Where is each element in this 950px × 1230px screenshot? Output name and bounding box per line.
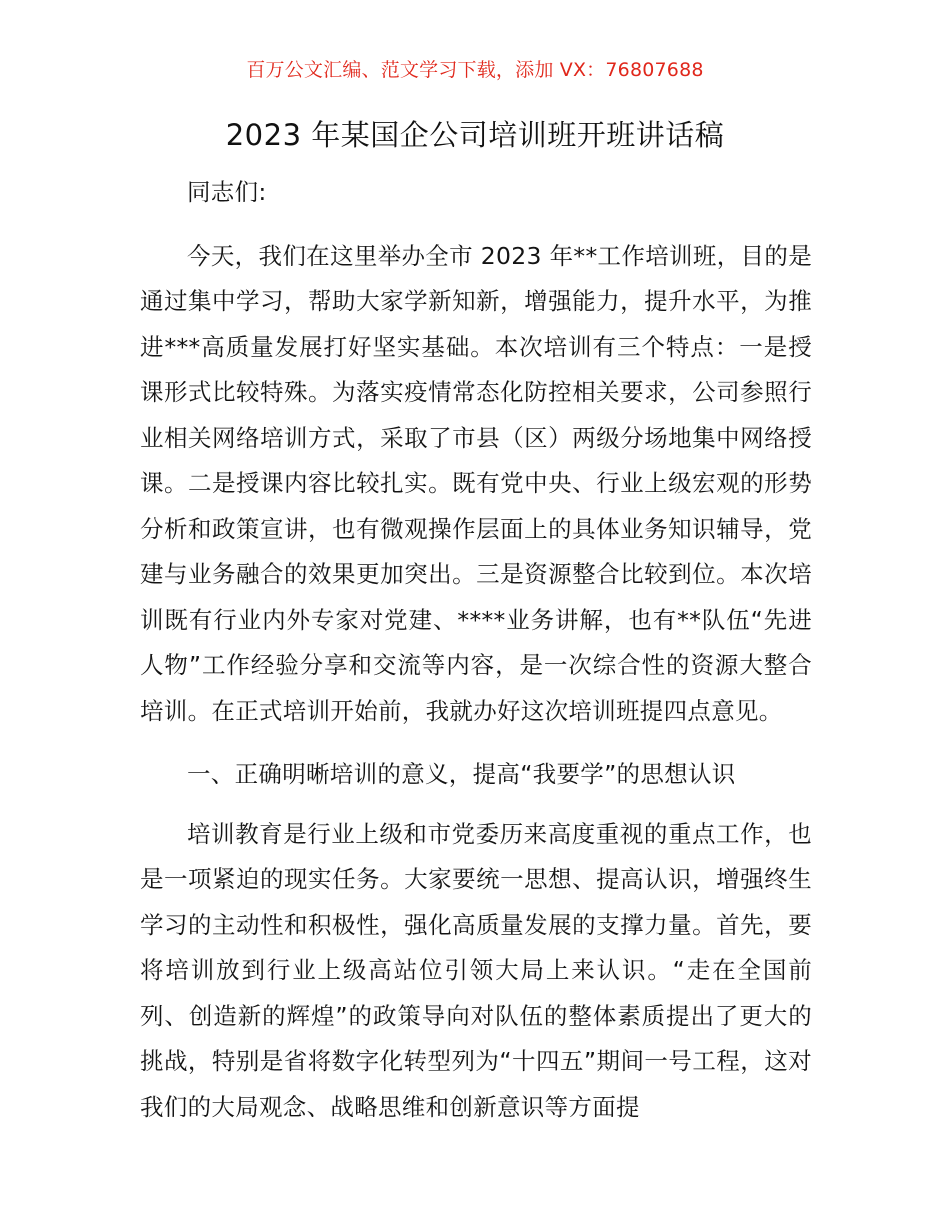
- section-1-paragraph: 培训教育是行业上级和市党委历来高度重视的重点工作，也是一项紧迫的现实任务。大家要统一思想、提高认识，增强终生学习的主动性和积极性，强化高质量发展的支撑力量。首先，要将培训放到行业上级高站位引领大局上来认识。“走在全国前列、创造新的辉煌”的政策导向对队伍的整体素质提出了更大的挑战，特别是省将数字化转型列为“十四五”期间一号工程，这对我们的大局观念、战略思维和创新意识等方面提: [140, 819, 812, 1121]
- salutation: 同志们:: [187, 178, 267, 206]
- document-title: 2023 年某国企公司培训班开班讲话稿: [225, 118, 725, 152]
- document-body: [140, 170, 812, 1130]
- intro-paragraph: 今天，我们在这里举办全市 2023 年**工作培训班，目的是通过集中学习，帮助大家学新知新，增强能力，提升水平，为推进***高质量发展打好坚实基础。本次培训有三个特点：一是授课形式比较特殊。为落实疫情常态化防控相关要求，公司参照行业相关网络培训方式，采取了市县（区）两级分场地集中网络授课。二是授课内容比较扎实。既有党中央、行业上级宏观的形势分析和政策宣讲，也有微观操作层面上的具体业务知识辅导，党建与业务融合的效果更加突出。三是资源整合比较到位。本次培训既有行业内外专家对党建、****业务讲解，也有**队伍“先进人物”工作经验分享和交流等内容，是一次综合性的资源大整合培训。在正式培训开始前，我就办好这次培训班提四点意见。: [140, 241, 812, 725]
- header-note: 百万公文汇编、范文学习下载，添加 VX：76807688: [246, 59, 704, 81]
- section-heading-1: 一、正确明晰培训的意义，提高“我要学”的思想认识: [187, 760, 736, 788]
